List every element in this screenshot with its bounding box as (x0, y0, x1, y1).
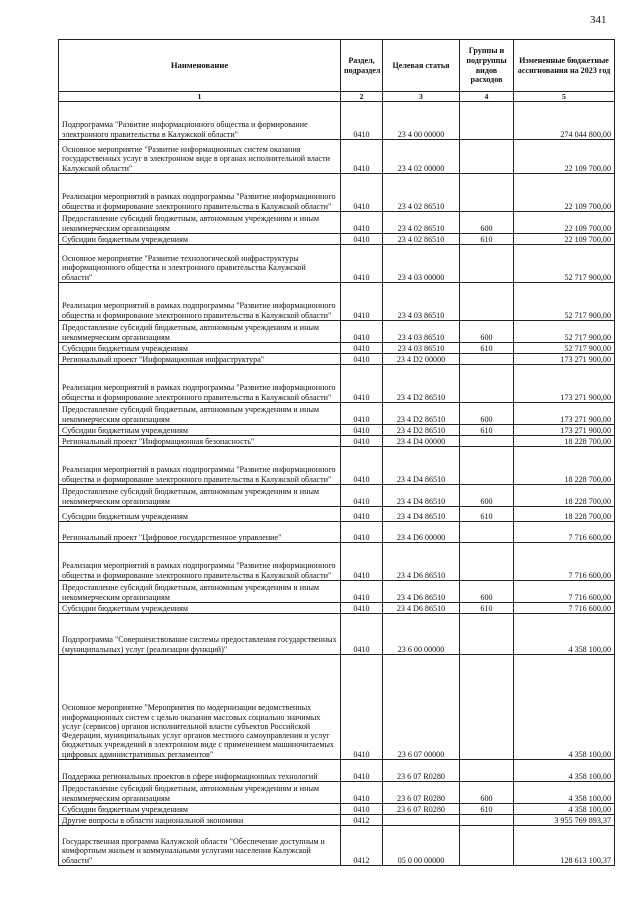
row-name: Субсидии бюджетным учреждениям (59, 507, 341, 522)
table-row (59, 403, 615, 425)
table-row (59, 245, 615, 283)
row-section: 0410 (341, 234, 383, 245)
row-group (460, 365, 514, 403)
row-group (460, 760, 514, 782)
table-row (59, 102, 615, 140)
row-amount: 18 228 700,00 (514, 507, 615, 522)
row-section: 0410 (341, 174, 383, 212)
row-amount: 52 717 900,00 (514, 245, 615, 283)
row-amount: 4 358 100,00 (514, 655, 615, 760)
row-amount: 52 717 900,00 (514, 343, 615, 354)
row-group: 600 (460, 321, 514, 343)
table-row (59, 507, 615, 522)
row-name: Региональный проект "Цифровое государственное управление" (59, 522, 341, 543)
row-group (460, 447, 514, 485)
row-group: 600 (460, 403, 514, 425)
row-section: 0410 (341, 782, 383, 804)
row-article: 23 4 02 00000 (383, 140, 460, 174)
table-row (59, 343, 615, 354)
row-section: 0412 (341, 826, 383, 866)
row-amount: 173 271 900,00 (514, 354, 615, 365)
row-article: 23 4 D2 86510 (383, 365, 460, 403)
header-group: Группы и подгруппы видов расходов (460, 40, 514, 92)
row-name: Субсидии бюджетным учреждениям (59, 425, 341, 436)
row-article: 23 4 D2 86510 (383, 425, 460, 436)
row-name: Подпрограмма "Развитие информационного общества и формирование электронного правительства в Калужской области" (59, 102, 341, 140)
table-row (59, 354, 615, 365)
row-article: 23 4 00 00000 (383, 102, 460, 140)
row-group: 600 (460, 485, 514, 507)
row-article: 23 4 03 00000 (383, 245, 460, 283)
row-article: 23 4 D2 86510 (383, 403, 460, 425)
column-number-row (59, 92, 615, 102)
row-section: 0410 (341, 485, 383, 507)
row-article: 23 4 03 86510 (383, 321, 460, 343)
row-amount: 22 109 700,00 (514, 212, 615, 234)
row-article: 23 6 00 00000 (383, 614, 460, 655)
row-section: 0410 (341, 365, 383, 403)
row-amount: 7 716 600,00 (514, 522, 615, 543)
budget-table (58, 39, 615, 866)
row-name: Реализация мероприятий в рамках подпрограммы "Развитие информационного общества и формирование электронного правительства в Калужской области" (59, 447, 341, 485)
row-amount: 128 613 100,37 (514, 826, 615, 866)
column-number: 2 (341, 92, 383, 102)
row-amount: 22 109 700,00 (514, 140, 615, 174)
row-section: 0410 (341, 140, 383, 174)
row-name: Региональный проект "Информационная инфраструктура" (59, 354, 341, 365)
table-row (59, 436, 615, 447)
row-name: Реализация мероприятий в рамках подпрограммы "Развитие информационного общества и формирование электронного правительства в Калужской области" (59, 365, 341, 403)
row-section: 0410 (341, 212, 383, 234)
row-section: 0410 (341, 354, 383, 365)
row-article: 23 4 03 86510 (383, 343, 460, 354)
row-amount: 22 109 700,00 (514, 234, 615, 245)
row-group: 610 (460, 507, 514, 522)
table-row (59, 581, 615, 603)
table-row (59, 234, 615, 245)
column-number: 3 (383, 92, 460, 102)
row-section: 0410 (341, 283, 383, 321)
row-article: 23 4 D6 86510 (383, 603, 460, 614)
table-row (59, 321, 615, 343)
row-name: Предоставление субсидий бюджетным, автономным учреждениям и иным некоммерческим организациям (59, 485, 341, 507)
row-group (460, 543, 514, 581)
row-amount: 52 717 900,00 (514, 283, 615, 321)
row-section: 0410 (341, 425, 383, 436)
row-section: 0410 (341, 447, 383, 485)
row-article: 23 6 07 00000 (383, 655, 460, 760)
row-article: 23 4 D4 86510 (383, 447, 460, 485)
table-row (59, 614, 615, 655)
row-section: 0410 (341, 760, 383, 782)
row-group (460, 354, 514, 365)
row-group: 610 (460, 234, 514, 245)
row-article: 23 4 02 86510 (383, 212, 460, 234)
row-name: Предоставление субсидий бюджетным, автономным учреждениям и иным некоммерческим организациям (59, 212, 341, 234)
row-section: 0410 (341, 581, 383, 603)
table-row (59, 603, 615, 614)
row-name: Субсидии бюджетным учреждениям (59, 343, 341, 354)
row-group (460, 102, 514, 140)
row-name: Субсидии бюджетным учреждениям (59, 234, 341, 245)
row-amount: 18 228 700,00 (514, 436, 615, 447)
row-name: Основное мероприятие "Развитие информационных систем оказания государственных услуг в электронном виде в органах исполнительной власти Калужской области" (59, 140, 341, 174)
row-name: Субсидии бюджетным учреждениям (59, 804, 341, 815)
row-name: Другие вопросы в области национальной экономики (59, 815, 341, 826)
row-article: 23 6 07 R0280 (383, 782, 460, 804)
row-amount: 4 358 100,00 (514, 782, 615, 804)
row-section: 0412 (341, 815, 383, 826)
row-section: 0410 (341, 403, 383, 425)
row-article: 23 4 03 86510 (383, 283, 460, 321)
row-name: Поддержка региональных проектов в сфере информационных технологий (59, 760, 341, 782)
row-name: Реализация мероприятий в рамках подпрограммы "Развитие информационного общества и формирование электронного правительства в Калужской области" (59, 283, 341, 321)
row-group (460, 826, 514, 866)
row-group: 610 (460, 804, 514, 815)
table-header-row (59, 40, 615, 92)
header-name: Наименование (59, 40, 341, 92)
table-row (59, 655, 615, 760)
row-article: 23 4 D6 86510 (383, 581, 460, 603)
row-group (460, 174, 514, 212)
row-article: 23 6 07 R0280 (383, 760, 460, 782)
header-article: Целевая статья (383, 40, 460, 92)
header-amount: Измененные бюджетные ассигнования на 2023 год (514, 40, 615, 92)
row-article: 23 4 D2 00000 (383, 354, 460, 365)
table-row (59, 760, 615, 782)
row-name: Предоставление субсидий бюджетным, автономным учреждениям и иным некоммерческим организациям (59, 403, 341, 425)
row-amount: 52 717 900,00 (514, 321, 615, 343)
row-group (460, 815, 514, 826)
row-article (383, 815, 460, 826)
row-group (460, 283, 514, 321)
row-section: 0410 (341, 436, 383, 447)
column-number: 4 (460, 92, 514, 102)
row-section: 0410 (341, 614, 383, 655)
row-group: 610 (460, 343, 514, 354)
table-row (59, 543, 615, 581)
table-row (59, 782, 615, 804)
row-amount: 18 228 700,00 (514, 447, 615, 485)
row-name: Реализация мероприятий в рамках подпрограммы "Развитие информационного общества и формирование электронного правительства в Калужской области" (59, 543, 341, 581)
row-amount: 7 716 600,00 (514, 543, 615, 581)
table-row (59, 804, 615, 815)
row-name: Субсидии бюджетным учреждениям (59, 603, 341, 614)
page-number: 341 (590, 14, 607, 26)
table-row (59, 212, 615, 234)
row-amount: 173 271 900,00 (514, 365, 615, 403)
row-name: Основное мероприятие "Развитие технологической инфраструктуры информационного общества и электронного правительства Калужской области" (59, 245, 341, 283)
table-row (59, 447, 615, 485)
row-group (460, 140, 514, 174)
table-row (59, 425, 615, 436)
row-group: 600 (460, 581, 514, 603)
row-amount: 3 955 769 893,37 (514, 815, 615, 826)
row-group (460, 245, 514, 283)
table-row (59, 174, 615, 212)
row-name: Предоставление субсидий бюджетным, автономным учреждениям и иным некоммерческим организациям (59, 782, 341, 804)
row-section: 0410 (341, 102, 383, 140)
row-section: 0410 (341, 245, 383, 283)
row-group: 600 (460, 212, 514, 234)
table-row (59, 826, 615, 866)
row-article: 23 4 02 86510 (383, 234, 460, 245)
table-row (59, 140, 615, 174)
row-section: 0410 (341, 655, 383, 760)
column-number: 5 (514, 92, 615, 102)
row-section: 0410 (341, 507, 383, 522)
row-name: Реализация мероприятий в рамках подпрограммы "Развитие информационного общества и формирование электронного правительства в Калужской области" (59, 174, 341, 212)
row-amount: 4 358 100,00 (514, 614, 615, 655)
row-article: 23 4 D4 86510 (383, 507, 460, 522)
row-section: 0410 (341, 804, 383, 815)
header-section: Раздел, подраздел (341, 40, 383, 92)
row-article: 23 4 02 86510 (383, 174, 460, 212)
row-name: Предоставление субсидий бюджетным, автономным учреждениям и иным некоммерческим организациям (59, 581, 341, 603)
row-group: 610 (460, 425, 514, 436)
row-section: 0410 (341, 543, 383, 581)
table-row (59, 283, 615, 321)
row-group (460, 436, 514, 447)
row-article: 23 4 D4 86510 (383, 485, 460, 507)
row-amount: 173 271 900,00 (514, 425, 615, 436)
row-amount: 173 271 900,00 (514, 403, 615, 425)
row-section: 0410 (341, 343, 383, 354)
column-number: 1 (59, 92, 341, 102)
row-name: Предоставление субсидий бюджетным, автономным учреждениям и иным некоммерческим организациям (59, 321, 341, 343)
row-group (460, 522, 514, 543)
row-amount: 7 716 600,00 (514, 581, 615, 603)
row-amount: 274 044 800,00 (514, 102, 615, 140)
row-name: Региональный проект "Информационная безопасность" (59, 436, 341, 447)
row-amount: 4 358 100,00 (514, 804, 615, 815)
row-amount: 7 716 600,00 (514, 603, 615, 614)
row-amount: 18 228 700,00 (514, 485, 615, 507)
row-group (460, 614, 514, 655)
row-article: 23 4 D4 00000 (383, 436, 460, 447)
row-article: 23 6 07 R0280 (383, 804, 460, 815)
row-group (460, 655, 514, 760)
table-row (59, 522, 615, 543)
row-name: Государственная программа Калужской области "Обеспечение доступным и комфортным жильем и коммунальными услугами населения Калужской области" (59, 826, 341, 866)
table-row (59, 485, 615, 507)
row-group: 610 (460, 603, 514, 614)
table-row (59, 365, 615, 403)
row-name: Основное мероприятие "Мероприятия по модернизации ведомственных информационных систем с целью оказания массовых социально значимых услуг (сервисов) органов исполнительной власти субъектов Российской Федерации, муниципальных услуг органов местного самоуправления и услуг бюджетных учреждений в электронном виде с применением машиночитаемых цифровых административных регламентов" (59, 655, 341, 760)
row-article: 05 0 00 00000 (383, 826, 460, 866)
table-body (59, 102, 615, 866)
table-row (59, 815, 615, 826)
row-amount: 22 109 700,00 (514, 174, 615, 212)
row-article: 23 4 D6 86510 (383, 543, 460, 581)
row-section: 0410 (341, 321, 383, 343)
row-group: 600 (460, 782, 514, 804)
row-section: 0410 (341, 522, 383, 543)
row-name: Подпрограмма "Совершенствование системы предоставления государственных (муниципальных) услуг (реализации функций)" (59, 614, 341, 655)
row-section: 0410 (341, 603, 383, 614)
row-amount: 4 358 100,00 (514, 760, 615, 782)
row-article: 23 4 D6 00000 (383, 522, 460, 543)
